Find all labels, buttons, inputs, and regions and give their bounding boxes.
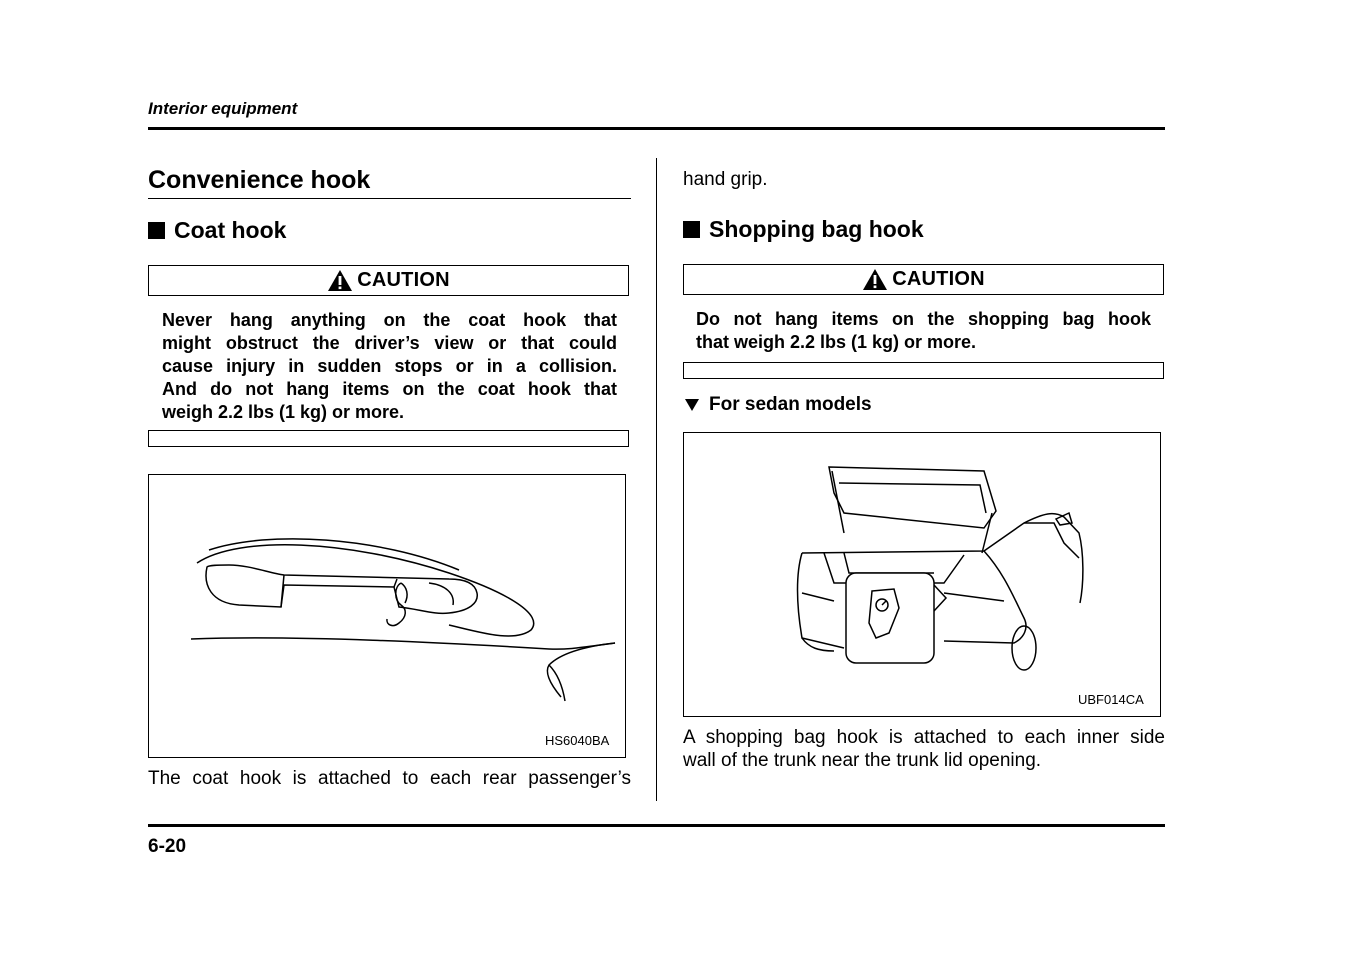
warning-triangle-icon (327, 269, 353, 292)
caution-line: And do not hang items on the coat hook that (162, 379, 617, 399)
caution-text (162, 309, 617, 424)
warning-triangle-icon (862, 268, 888, 291)
coat-hook-illustration (149, 475, 625, 757)
caution-line: that weigh 2.2 lbs (1 kg) or more. (696, 332, 977, 352)
shopping-bag-hook-figure (683, 432, 1161, 717)
continued-text: hand grip. (683, 169, 768, 190)
page-header-title: Interior equipment (148, 99, 298, 118)
body-text: The coat hook is attached to each rear passenger’s (148, 768, 631, 789)
caution-end-bar (148, 430, 629, 447)
caution-header-box (683, 264, 1164, 295)
square-bullet-icon (683, 221, 700, 238)
model-heading (685, 394, 872, 416)
body-line: A shopping bag hook is attached to each inner side (683, 727, 1165, 748)
body-text (683, 726, 1165, 772)
footer-rule (148, 824, 1165, 827)
figure-code: UBF014CA (1078, 692, 1144, 707)
section-title: Convenience hook (148, 166, 371, 194)
caution-label: CAUTION (892, 268, 985, 290)
caution-line: cause injury in sudden stops or in a collision. (162, 356, 617, 376)
caution-line: Do not hang items on the shopping bag hook (696, 309, 1151, 329)
square-bullet-icon (148, 222, 165, 239)
subsection-title-coat-hook (148, 217, 286, 244)
caution-label: CAUTION (357, 269, 450, 291)
subsection-title-text: Coat hook (174, 217, 287, 243)
model-heading-text: For sedan models (709, 394, 872, 415)
section-title-rule (148, 198, 631, 199)
down-triangle-icon (685, 399, 699, 411)
caution-header-box (148, 265, 629, 296)
caution-line: Never hang anything on the coat hook that (162, 310, 617, 330)
header-rule (148, 127, 1165, 130)
sedan-trunk-illustration (684, 433, 1160, 716)
caution-line: weigh 2.2 lbs (1 kg) or more. (162, 402, 405, 422)
caution-end-bar (683, 362, 1164, 379)
subsection-title-shopping-bag-hook (683, 216, 924, 243)
column-divider (656, 158, 657, 801)
subsection-title-text: Shopping bag hook (709, 216, 924, 242)
coat-hook-figure (148, 474, 626, 758)
page-number: 6-20 (148, 836, 187, 857)
figure-code: HS6040BA (545, 733, 610, 748)
caution-text (696, 308, 1151, 354)
body-line: wall of the trunk near the trunk lid opening. (683, 750, 1042, 771)
caution-line: might obstruct the driver’s view or that could (162, 333, 617, 353)
